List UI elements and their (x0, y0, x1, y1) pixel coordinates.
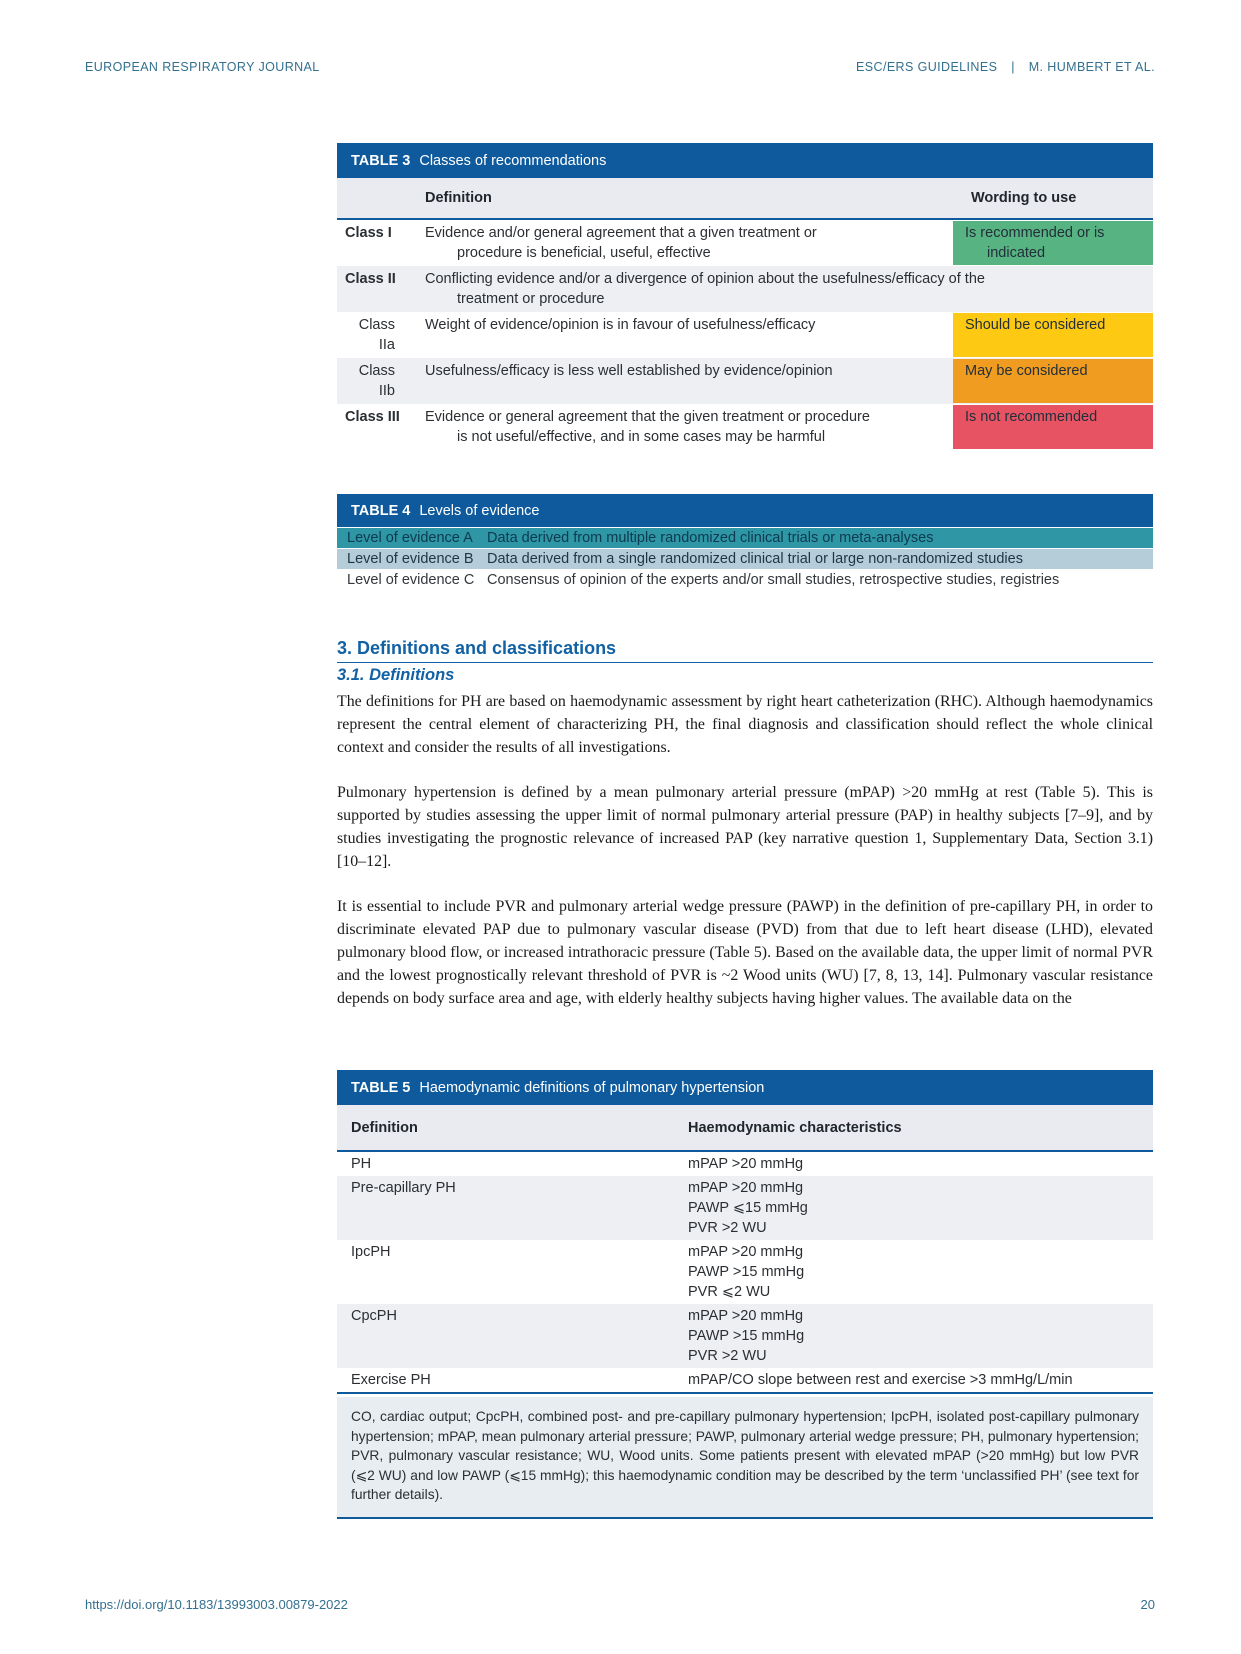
wording-line: Is recommended or is (965, 225, 1105, 241)
page-header (85, 60, 1155, 74)
wording-cell (953, 312, 1153, 358)
journal-name: EUROPEAN RESPIRATORY JOURNAL (85, 60, 320, 74)
body-paragraph: Pulmonary hypertension is defined by a mean pulmonary arterial pressure (mPAP) >20 mmHg at rest (Table 5). This is supported by studies assessing the upper limit of normal pulmonary arterial pressure (PAP) in healthy subjects [7–9], and by studies investigating the prognostic relevance of increased PAP (key narrative question 1, Supplementary Data, Section 3.1) [10–12]. (337, 784, 1153, 870)
section-definitions (337, 638, 1153, 1010)
class-label: Class I (345, 225, 392, 241)
table-5-body (337, 1152, 1153, 1394)
table-row-exercise-ph (337, 1368, 1153, 1392)
class-label: Class IIb (358, 363, 395, 399)
wording-box-red: Is not recommended (953, 405, 1153, 449)
characteristic-line: PAWP >15 mmHg (688, 1328, 805, 1344)
definition-cell: Exercise PH (351, 1372, 431, 1388)
table-5-titlebar (337, 1070, 1153, 1105)
definition-cell: PH (351, 1156, 372, 1172)
definition-cell: CpcPH (351, 1308, 397, 1324)
wording-box-green (953, 221, 1153, 265)
header-right (856, 60, 1155, 74)
wording-cell (953, 404, 1153, 450)
evidence-level-label: Level of evidence A (347, 530, 473, 546)
evidence-description: Data derived from a single randomized clinical trial or large non-randomized studies (487, 551, 1023, 567)
table-3-title: Classes of recommendations (419, 152, 607, 169)
definition-cell: Pre-capillary PH (351, 1180, 456, 1196)
evidence-level-label: Level of evidence C (347, 572, 475, 588)
class-label: Class II (345, 271, 396, 287)
evidence-level-label: Level of evidence B (347, 551, 474, 567)
table-4-title: Levels of evidence (419, 502, 540, 519)
table-row-ph (337, 1152, 1153, 1176)
characteristic-line: mPAP >20 mmHg (688, 1180, 804, 1196)
definition-cell: IpcPH (351, 1244, 391, 1260)
wording-cell (953, 358, 1153, 404)
characteristic-line: mPAP >20 mmHg (688, 1308, 804, 1324)
definition-line: Evidence and/or general agreement that a given treatment or (425, 225, 817, 241)
table-row-class-ii (337, 266, 1153, 312)
section-heading: 3. Definitions and classifications (337, 638, 1153, 663)
characteristics-cell (688, 1306, 1153, 1366)
body-paragraph: It is essential to include PVR and pulmonary arterial wedge pressure (PAWP) in the definition of pre-capillary PH, in order to discriminate elevated PAP due to pulmonary vascular disease (PVD) from that due to left heart disease (LHD), elevated pulmonary blood flow, or increased intrathoracic pressure (Table 5). Based on the available data, the upper limit of normal PVR and the lowest prognostically relevant threshold of PVR is ~2 Wood units (WU) [7, 8, 13, 14]. Pulmonary vascular resistance depends on body surface area and age, with elderly healthy subjects having higher values. The available data on the (337, 898, 1153, 1007)
table-row-pre-capillary-ph (337, 1176, 1153, 1240)
table-row-class-i (337, 220, 1153, 266)
definition-line: Conflicting evidence and/or a divergence of opinion about the usefulness/efficacy of the (425, 271, 985, 287)
table-row-evidence-b (337, 549, 1153, 569)
table-5 (337, 1070, 1153, 1519)
table-5-footnote: CO, cardiac output; CpcPH, combined post- and pre-capillary pulmonary hypertension; IpcPH, isolated post-capillary pulmonary hypertension; mPAP, mean pulmonary arterial pressure; PAWP, pulmonary arterial wedge pressure; PH, pulmonary hypertension; PVR, pulmonary vascular resistance; WU, Wood units. Some patients present with elevated mPAP (>20 mmHg) but low PVR (⩽2 WU) and low PAWP (⩽15 mmHg); this haemodynamic condition may be described by the term ‘unclassified PH’ (see text for further details). (337, 1397, 1153, 1519)
table-row-class-iib (337, 358, 1153, 404)
characteristics-cell (688, 1154, 1153, 1174)
class-label: Class IIa (358, 317, 395, 353)
table-3-titlebar (337, 143, 1153, 178)
table-4-label: TABLE 4 (351, 502, 411, 519)
wording-box-yellow: Should be considered (953, 313, 1153, 357)
page-number: 20 (1140, 1597, 1155, 1612)
definition-cell (409, 266, 1153, 312)
characteristics-cell (688, 1178, 1153, 1238)
table-5-label: TABLE 5 (351, 1079, 411, 1096)
column-header-characteristics: Haemodynamic characteristics (688, 1119, 902, 1136)
header-authors: M. HUMBERT ET AL. (1028, 60, 1155, 74)
characteristic-line: mPAP/CO slope between rest and exercise >3 mmHg/L/min (688, 1372, 1073, 1388)
table-row-class-iii (337, 404, 1153, 450)
definition-cell: Usefulness/efficacy is less well established by evidence/opinion (425, 363, 833, 379)
characteristic-line: PAWP >15 mmHg (688, 1264, 805, 1280)
page-footer (85, 1597, 1155, 1612)
evidence-description: Data derived from multiple randomized clinical trials or meta-analyses (487, 530, 934, 546)
header-separator: | (1011, 60, 1015, 74)
main-content (337, 143, 1153, 1519)
column-header-definition: Definition (351, 1119, 418, 1136)
wording-line: indicated (987, 245, 1046, 261)
characteristic-line: PVR >2 WU (688, 1220, 767, 1236)
table-3 (337, 143, 1153, 450)
table-row-class-iia (337, 312, 1153, 358)
wording-box-orange: May be considered (953, 359, 1153, 403)
definition-cell (409, 404, 953, 450)
table-5-column-headers (337, 1105, 1153, 1152)
characteristics-cell (688, 1370, 1153, 1390)
definition-line: procedure is beneficial, useful, effective (457, 245, 711, 261)
definition-line: treatment or procedure (457, 291, 605, 307)
table-4-titlebar (337, 494, 1153, 527)
table-4 (337, 494, 1153, 590)
doi-link[interactable]: https://doi.org/10.1183/13993003.00879-2022 (85, 1597, 348, 1612)
evidence-description: Consensus of opinion of the experts and/or small studies, retrospective studies, registries (487, 572, 1060, 588)
body-paragraph: The definitions for PH are based on haemodynamic assessment by right heart catheterization (RHC). Although haemodynamics represent the central element of characterizing PH, the final diagnosis and classification should reflect the whole clinical context and consider the results of all investigations. (337, 693, 1153, 756)
definition-cell (409, 220, 953, 266)
table-3-label: TABLE 3 (351, 152, 411, 169)
subsection-heading: 3.1. Definitions (337, 666, 455, 684)
table-row-ipcph (337, 1240, 1153, 1304)
table-5-title: Haemodynamic definitions of pulmonary hypertension (419, 1079, 765, 1096)
table-row-cpcph (337, 1304, 1153, 1368)
wording-cell (953, 220, 1153, 266)
header-guidelines-label: ESC/ERS GUIDELINES (856, 60, 998, 74)
characteristic-line: mPAP >20 mmHg (688, 1244, 804, 1260)
characteristic-line: PVR ⩽2 WU (688, 1284, 771, 1300)
characteristic-line: mPAP >20 mmHg (688, 1156, 804, 1172)
column-header-definition: Definition (425, 190, 492, 206)
class-label: Class III (345, 409, 400, 425)
column-header-wording: Wording to use (971, 190, 1077, 206)
characteristic-line: PVR >2 WU (688, 1348, 767, 1364)
definition-line: Evidence or general agreement that the given treatment or procedure (425, 409, 870, 425)
characteristic-line: PAWP ⩽15 mmHg (688, 1200, 808, 1216)
table-3-column-headers (337, 178, 1153, 220)
table-row-evidence-c (337, 570, 1153, 590)
definition-line: is not useful/effective, and in some cases may be harmful (457, 429, 826, 445)
table-row-evidence-a (337, 528, 1153, 548)
definition-cell: Weight of evidence/opinion is in favour of usefulness/efficacy (425, 317, 816, 333)
characteristics-cell (688, 1242, 1153, 1302)
